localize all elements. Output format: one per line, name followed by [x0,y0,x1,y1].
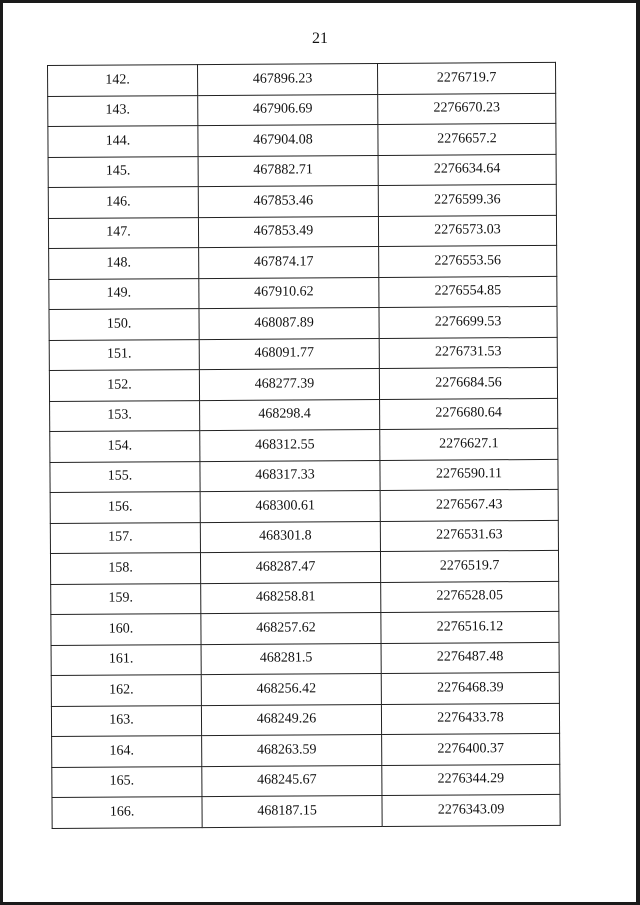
y-coordinate-cell: 2276553.56 [379,245,557,277]
y-coordinate-cell: 2276684.56 [379,367,557,399]
point-number-cell: 158. [50,553,200,584]
y-coordinate-cell: 2276468.39 [381,672,559,704]
x-coordinate-cell: 468187.15 [202,795,382,827]
point-number-cell: 164. [52,736,202,767]
table-row [49,306,557,340]
x-coordinate-cell: 467874.17 [199,246,379,278]
table-row [51,703,559,737]
table-row [52,794,560,828]
x-coordinate-cell: 468245.67 [202,765,382,797]
y-coordinate-cell: 2276516.12 [381,611,559,643]
point-number-cell: 152. [49,370,199,401]
table-row [48,62,556,96]
point-number-cell: 163. [51,705,201,736]
table-row [50,489,558,523]
point-number-cell: 159. [51,583,201,614]
y-coordinate-cell: 2276590.11 [380,459,558,491]
y-coordinate-cell: 2276657.2 [378,123,556,155]
point-number-cell: 154. [50,431,200,462]
y-coordinate-cell: 2276344.29 [382,764,560,796]
x-coordinate-cell: 467910.62 [199,277,379,309]
y-coordinate-cell: 2276573.03 [378,215,556,247]
point-number-cell: 149. [49,278,199,309]
x-coordinate-cell: 468301.8 [200,521,380,553]
y-coordinate-cell: 2276680.64 [380,398,558,430]
point-number-cell: 160. [51,614,201,645]
y-coordinate-cell: 2276519.7 [380,550,558,582]
x-coordinate-cell: 467896.23 [198,63,378,95]
point-number-cell: 165. [52,766,202,797]
point-number-cell: 157. [50,522,200,553]
y-coordinate-cell: 2276599.36 [378,184,556,216]
y-coordinate-cell: 2276531.63 [380,520,558,552]
y-coordinate-cell: 2276433.78 [381,703,559,735]
y-coordinate-cell: 2276670.23 [378,93,556,125]
table-row [49,245,557,279]
x-coordinate-cell: 468277.39 [199,368,379,400]
point-number-cell: 142. [48,65,198,96]
point-number-cell: 156. [50,492,200,523]
scan-border-left [0,0,3,905]
y-coordinate-cell: 2276719.7 [377,62,555,94]
x-coordinate-cell: 468312.55 [200,429,380,461]
table-row [51,611,559,645]
y-coordinate-cell: 2276528.05 [381,581,559,613]
table-row [51,581,559,615]
table-row [50,550,558,584]
x-coordinate-cell: 468281.5 [201,643,381,675]
point-number-cell: 161. [51,644,201,675]
table-row [48,154,556,188]
table-row [52,733,560,767]
x-coordinate-cell: 467853.49 [198,216,378,248]
point-number-cell: 143. [48,95,198,126]
coordinates-table-body [48,62,561,828]
point-number-cell: 146. [48,187,198,218]
table-row [49,276,557,310]
x-coordinate-cell: 467904.08 [198,124,378,156]
y-coordinate-cell: 2276731.53 [379,337,557,369]
table-row [48,184,556,218]
y-coordinate-cell: 2276634.64 [378,154,556,186]
point-number-cell: 144. [48,126,198,157]
x-coordinate-cell: 468263.59 [202,734,382,766]
x-coordinate-cell: 468087.89 [199,307,379,339]
point-number-cell: 148. [49,248,199,279]
table-row [48,215,556,249]
table-row [49,367,557,401]
x-coordinate-cell: 468317.33 [200,460,380,492]
x-coordinate-cell: 468256.42 [201,673,381,705]
x-coordinate-cell: 467906.69 [198,94,378,126]
x-coordinate-cell: 467882.71 [198,155,378,187]
y-coordinate-cell: 2276699.53 [379,306,557,338]
point-number-cell: 153. [50,400,200,431]
scan-border-top [0,0,640,3]
x-coordinate-cell: 468257.62 [201,612,381,644]
x-coordinate-cell: 468091.77 [199,338,379,370]
point-number-cell: 147. [48,217,198,248]
table-row [48,93,556,127]
x-coordinate-cell: 468258.81 [201,582,381,614]
table-row [50,520,558,554]
page-number: 21 [312,30,328,47]
point-number-cell: 162. [51,675,201,706]
coordinates-table [47,62,561,829]
table-row [50,428,558,462]
y-coordinate-cell: 2276400.37 [382,733,560,765]
y-coordinate-cell: 2276554.85 [379,276,557,308]
y-coordinate-cell: 2276567.43 [380,489,558,521]
scan-border-right [636,0,640,905]
table-row [48,123,556,157]
table-row [51,642,559,676]
table-row [50,459,558,493]
table-row [52,764,560,798]
table-row [51,672,559,706]
point-number-cell: 166. [52,797,202,828]
x-coordinate-cell: 468287.47 [200,551,380,583]
y-coordinate-cell: 2276343.09 [382,794,560,826]
x-coordinate-cell: 468249.26 [201,704,381,736]
point-number-cell: 145. [48,156,198,187]
table-row [49,337,557,371]
table-row [50,398,558,432]
point-number-cell: 155. [50,461,200,492]
point-number-cell: 150. [49,309,199,340]
x-coordinate-cell: 468298.4 [200,399,380,431]
y-coordinate-cell: 2276487.48 [381,642,559,674]
x-coordinate-cell: 468300.61 [200,490,380,522]
point-number-cell: 151. [49,339,199,370]
x-coordinate-cell: 467853.46 [198,185,378,217]
y-coordinate-cell: 2276627.1 [380,428,558,460]
